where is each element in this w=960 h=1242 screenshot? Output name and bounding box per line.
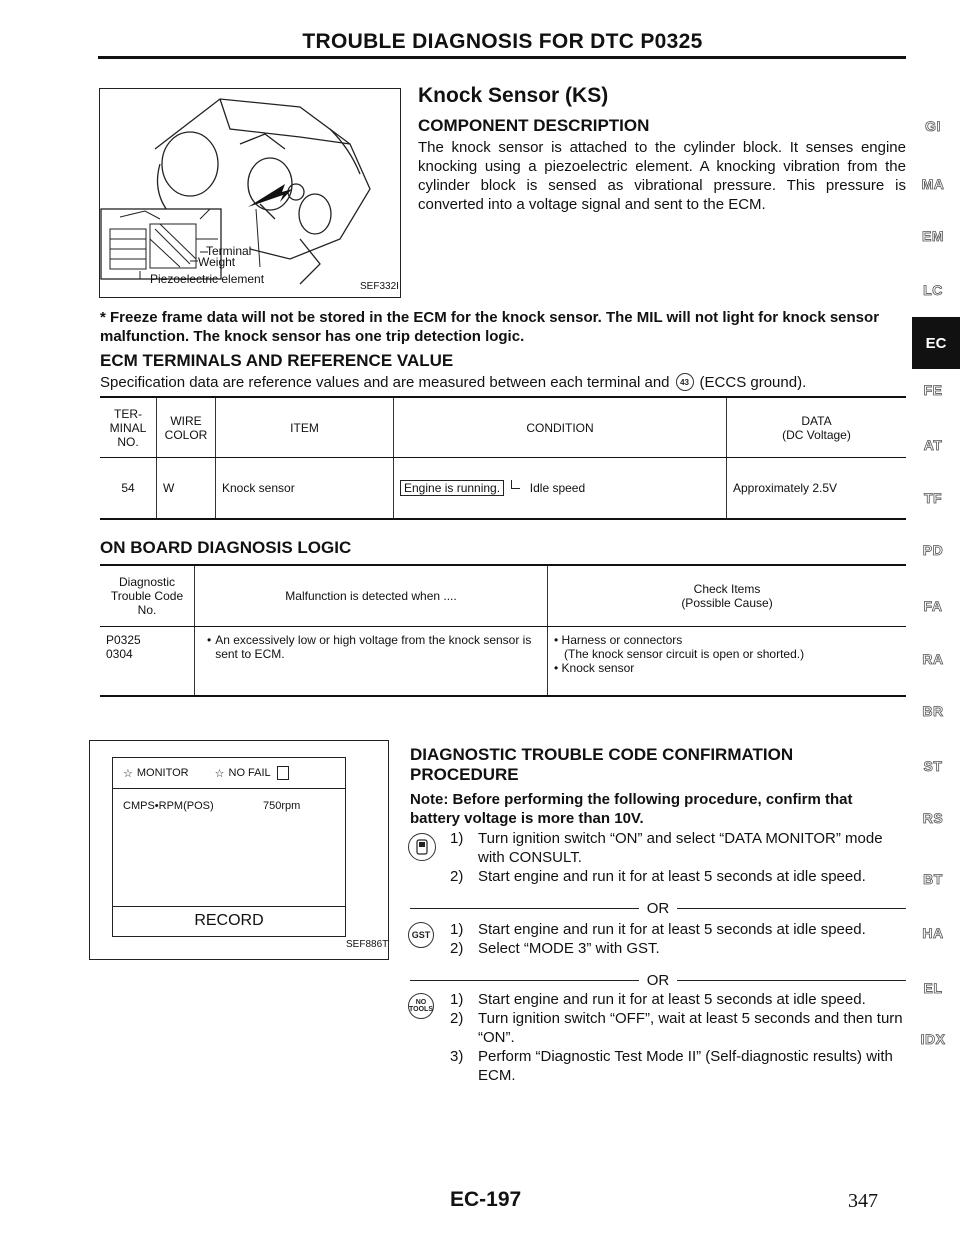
consult-icon xyxy=(408,833,436,861)
nofail-label: NO FAIL xyxy=(228,767,271,779)
sidebar-tab-ma[interactable]: MA xyxy=(921,176,945,192)
gst-icon: GST xyxy=(408,922,434,948)
dtc-heading: DIAGNOSTIC TROUBLE CODE CONFIRMATION PROCEDURE xyxy=(410,745,794,784)
sidebar-tab-bt[interactable]: BT xyxy=(923,871,943,887)
no-tools-step-3: Perform “Diagnostic Test Mode II” (Self-diagnostic results) with ECM. xyxy=(478,1048,893,1084)
ecm-terminals-table xyxy=(100,396,906,520)
table-row xyxy=(100,458,906,520)
consult-steps: 1) Turn ignition switch “ON” and select “DATA MONITOR” mode with CONSULT. 2) Start engine and run it for at least 5 seconds at idle speed. xyxy=(450,829,906,886)
page-code: EC-197 xyxy=(450,1188,522,1211)
col-wire-color: WIRE COLOR xyxy=(157,397,216,458)
component-description-text: The knock sensor is attached to the cylinder block. It senses engine knocking using a piezoelectric element. A knocking vibration from the cylinder block is sensed as vibrational pressure. This pressure is converted into a voltage signal and sent to the ECM. xyxy=(418,139,906,213)
col-malfunction: Malfunction is detected when .... xyxy=(195,565,548,627)
check-item-1-sub: (The knock sensor circuit is open or shorted.) xyxy=(564,647,805,661)
sidebar-tab-st[interactable]: ST xyxy=(923,758,943,774)
or-divider: OR xyxy=(410,972,906,989)
label-weight: Weight xyxy=(198,255,236,269)
page-number: 347 xyxy=(848,1190,878,1212)
cell-wire: W xyxy=(157,458,216,520)
figure-code: SEF332I xyxy=(360,281,399,292)
table-header-row xyxy=(100,397,906,458)
table-header-row xyxy=(100,565,906,627)
spec-after: (ECCS ground). xyxy=(699,373,807,391)
table-row xyxy=(100,627,906,697)
check-item-2: Knock sensor xyxy=(561,661,635,675)
sidebar-tab-fa[interactable]: FA xyxy=(923,598,943,614)
figure-code: SEF886T xyxy=(346,939,389,950)
col-condition: CONDITION xyxy=(394,397,727,458)
star-icon: ☆ xyxy=(123,767,133,780)
gst-steps: 1) Start engine and run it for at least 5 seconds at idle speed. 2) Select “MODE 3” with GST. xyxy=(450,920,906,958)
consult-tool-shape xyxy=(415,839,429,855)
dtc-code-secondary: 0304 xyxy=(106,647,133,661)
sidebar-tab-gi[interactable]: GI xyxy=(925,118,941,134)
sidebar-tab-rs[interactable]: RS xyxy=(922,810,944,826)
label-piezoelectric: Piezoelectric element xyxy=(150,272,265,286)
screen-divider xyxy=(113,788,345,789)
dtc-note: Note: Before performing the following procedure, confirm that battery voltage is more than 10V. xyxy=(410,791,853,827)
sidebar-tab-at[interactable]: AT xyxy=(923,437,943,453)
monitor-label: MONITOR xyxy=(136,767,189,779)
col-data: DATA (DC Voltage) xyxy=(727,397,907,458)
sidebar-tab-br[interactable]: BR xyxy=(922,703,944,719)
malfunction-text: An excessively low or high voltage from the knock sensor is sent to ECM. xyxy=(215,633,532,661)
cell-condition xyxy=(394,458,727,520)
no-tools-step-2: Turn ignition switch “OFF”, wait at least 5 seconds and then turn “ON”. xyxy=(478,1010,903,1046)
consult-screen xyxy=(112,757,346,937)
record-button[interactable]: RECORD xyxy=(113,906,345,935)
checkbox-icon xyxy=(277,766,289,780)
sidebar-tab-tf[interactable]: TF xyxy=(923,490,943,506)
gst-step-1: Start engine and run it for at least 5 seconds at idle speed. xyxy=(478,921,866,938)
gst-step-2: Select “MODE 3” with GST. xyxy=(478,940,660,957)
cell-check-items: • Harness or connectors (The knock sensor circuit is open or shorted.) • Knock sensor xyxy=(548,627,907,697)
ecm-spec-line xyxy=(100,373,806,391)
or-divider: OR xyxy=(410,900,906,917)
spec-before: Specification data are reference values and are measured between each terminal and xyxy=(100,373,670,391)
ecm-terminals-heading: ECM TERMINALS AND REFERENCE VALUE xyxy=(100,351,454,370)
col-check-items: Check Items (Possible Cause) xyxy=(548,565,907,627)
monitor-line xyxy=(123,766,289,780)
sidebar-tab-lc[interactable]: LC xyxy=(923,282,943,298)
label-terminal: Terminal xyxy=(206,244,252,258)
cell-dtc-code xyxy=(100,627,195,697)
check-item-1: Harness or connectors xyxy=(561,633,683,647)
col-item: ITEM xyxy=(216,397,394,458)
cell-malfunction: • An excessively low or high voltage from the knock sensor is sent to ECM. xyxy=(195,627,548,697)
cell-terminal: 54 xyxy=(121,481,135,495)
page-title: TROUBLE DIAGNOSIS FOR DTC P0325 xyxy=(302,30,703,53)
sidebar-tab-pd[interactable]: PD xyxy=(922,542,944,558)
param-value: 750rpm xyxy=(263,800,301,812)
col-terminal: TER- MINAL NO. xyxy=(100,397,157,458)
consult-step-2: Start engine and run it for at least 5 seconds at idle speed. xyxy=(478,868,866,885)
sidebar-tab-ha[interactable]: HA xyxy=(922,925,944,941)
component-description-heading: COMPONENT DESCRIPTION xyxy=(418,116,650,135)
section-title: Knock Sensor (KS) xyxy=(418,84,609,107)
obd-heading: ON BOARD DIAGNOSIS LOGIC xyxy=(100,538,352,557)
knock-sensor-figure xyxy=(99,88,401,298)
sidebar-tab-idx[interactable]: IDX xyxy=(920,1031,946,1047)
sidebar-tab-el[interactable]: EL xyxy=(923,980,943,996)
header-rule xyxy=(98,56,906,59)
no-tools-steps: 1) Start engine and run it for at least 5 seconds at idle speed. 2) Turn ignition switch “OFF”, wait at least 5 seconds and then turn “ON”. 3) Perform “Diagnostic Test Mode II” (Self-diagnostic results) with ECM. xyxy=(450,990,906,1085)
cell-item: Knock sensor xyxy=(216,458,394,520)
condition-sub: Idle speed xyxy=(529,481,586,495)
cell-data: Approximately 2.5V xyxy=(727,458,907,520)
sidebar-tab-fe[interactable]: FE xyxy=(923,382,943,398)
col-dtc-code: Diagnostic Trouble Code No. xyxy=(100,565,195,627)
consult-step-1: Turn ignition switch “ON” and select “DATA MONITOR” mode with CONSULT. xyxy=(478,830,883,866)
condition-box: Engine is running. xyxy=(400,480,504,496)
sidebar-tab-ec-active[interactable]: EC xyxy=(912,317,960,369)
sidebar-tab-em[interactable]: EM xyxy=(922,228,944,244)
ground-terminal-icon: 43 xyxy=(676,373,694,391)
param-name: CMPS•RPM(POS) xyxy=(123,800,214,812)
consult-screen-figure xyxy=(89,740,389,960)
no-tools-step-1: Start engine and run it for at least 5 seconds at idle speed. xyxy=(478,991,866,1008)
no-tools-icon: NO TOOLS xyxy=(408,993,434,1019)
dtc-code-primary: P0325 xyxy=(106,633,141,647)
condition-bracket xyxy=(511,480,520,489)
star-icon: ☆ xyxy=(214,767,225,780)
sidebar-tab-ra[interactable]: RA xyxy=(922,651,944,667)
obd-table xyxy=(100,564,906,697)
engine-block-drawing xyxy=(100,89,400,297)
freeze-frame-note: * Freeze frame data will not be stored in the ECM for the knock sensor. The MIL will not light for knock sensor malfunction. The knock sensor has one trip detection logic. xyxy=(100,309,880,345)
